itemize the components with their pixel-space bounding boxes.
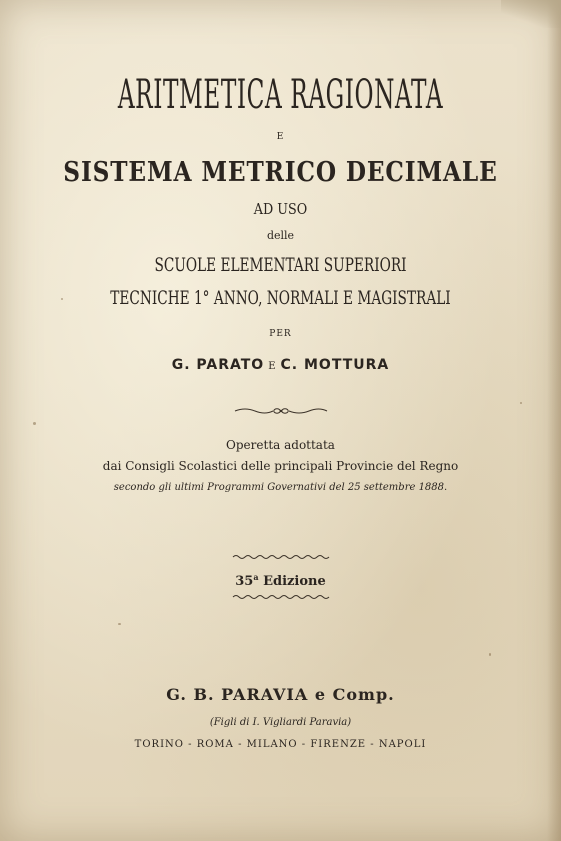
adoption-line-1: Operetta adottata <box>226 438 335 452</box>
edition-label: Edizione <box>263 574 326 589</box>
paper-speck <box>489 653 491 656</box>
adoption-line-3: secondo gli ultimi Programmi Governativi del 25 settembre 1888. <box>113 482 448 493</box>
page-corner-wear <box>501 0 561 28</box>
paper-speck <box>61 298 63 300</box>
title-conjunction: E <box>276 132 285 142</box>
author-1: G. PARATO <box>171 357 265 373</box>
page-edge-shadow <box>547 0 561 841</box>
main-title: ARITMETICA RAGIONATA <box>117 72 444 118</box>
publisher-cities: TORINO - ROMA - MILANO - FIRENZE - NAPOLI <box>134 739 427 750</box>
wavy-rule-ornament-icon <box>232 593 330 601</box>
technical-schools-line: TECNICHE 1° ANNO, NORMALI E MAGISTRALI <box>110 287 451 309</box>
delle-line: delle <box>266 229 295 242</box>
schools-line: SCUOLE ELEMENTARI SUPERIORI <box>154 254 407 276</box>
edition-superscript: a <box>253 572 259 582</box>
paper-speck <box>520 402 522 404</box>
paper-speck <box>33 422 36 425</box>
edition-line <box>0 568 561 591</box>
author-2: C. MOTTURA <box>280 357 390 373</box>
paper-speck <box>118 623 121 625</box>
subtitle: SISTEMA METRICO DECIMALE <box>63 157 498 188</box>
edition-number: 35 <box>235 574 254 589</box>
publisher-name: G. B. PARAVIA e Comp. <box>166 685 395 704</box>
adoption-line-2: dai Consigli Scolastici delle principali Provincie del Regno <box>102 459 459 473</box>
publisher-note: (Figli di I. Vigliardi Paravia) <box>209 717 352 728</box>
flourish-ornament-icon <box>233 404 329 418</box>
per-line: PER <box>269 329 292 339</box>
author-joiner: E <box>268 361 277 372</box>
ad-uso-line: AD USO <box>253 200 308 218</box>
authors-line <box>0 355 561 377</box>
wavy-rule-ornament-icon <box>232 553 330 561</box>
